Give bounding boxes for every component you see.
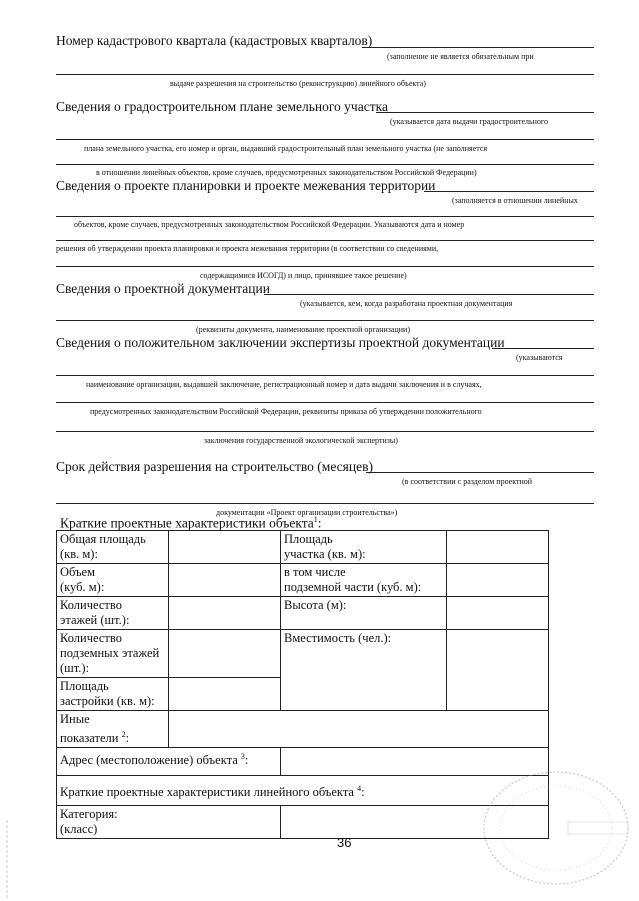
- gpzu-note-2: плана земельного участка, его номер и орган, выдавший градостроительный план земельного участка (не заполняется: [84, 144, 488, 153]
- plot-area-value[interactable]: [447, 531, 549, 564]
- height-label: Высота (м):: [281, 597, 447, 630]
- object-chars-title: Краткие проектные характеристики объекта$^1$:: [60, 515, 322, 531]
- built-area-label: Площадь застройки (кв. м):: [57, 678, 169, 711]
- gpzu-note-1: (указывается дата выдачи градостроительного: [390, 117, 549, 126]
- validity-label: Срок действия разрешения на строительство (месяцев): [56, 459, 373, 474]
- total-area-value[interactable]: [169, 531, 281, 564]
- project-docs-label: Сведения о проектной документации: [56, 281, 270, 296]
- underground-volume-label: в том числе подземной части (куб. м):: [281, 564, 447, 597]
- planning-input-line[interactable]: [424, 191, 594, 192]
- floors-label: Количество этажей (шт.):: [57, 597, 169, 630]
- expertise-line-3[interactable]: [56, 402, 594, 403]
- planning-line-2[interactable]: [56, 216, 594, 217]
- height-value[interactable]: [447, 597, 549, 630]
- validity-note-1: (в соответствии с разделом проектной: [402, 477, 533, 486]
- planning-label: Сведения о проекте планировки и проекте межевания территории: [56, 178, 436, 193]
- project-docs-input-line[interactable]: [264, 294, 594, 295]
- gpzu-label: Сведения о градостроительном плане земельного участка: [56, 99, 388, 114]
- planning-note-4: содержащимися ИСОГД) и лицо, принявшее такое решение): [200, 271, 407, 280]
- gpzu-input-line[interactable]: [376, 112, 594, 113]
- object-chars-footnote: 1: [313, 515, 318, 524]
- expertise-note-2: наименование организации, выдавшей заключение, регистрационный номер и дата выдачи заключения и в случаях,: [86, 380, 482, 389]
- project-docs-line-2[interactable]: [56, 320, 594, 321]
- other-indicators-label: Иные показатели $^2$:: [57, 711, 169, 748]
- underground-volume-value[interactable]: [447, 564, 549, 597]
- planning-note-3: решения об утверждении проекта планировки и проекта межевания территории (в соответствии со сведениями,: [56, 244, 439, 253]
- validity-line-2[interactable]: [56, 503, 594, 504]
- planning-line-3[interactable]: [56, 240, 594, 241]
- project-docs-note-1: (указывается, кем, когда разработана проектная документация: [300, 299, 513, 308]
- gpzu-line-3[interactable]: [56, 164, 594, 165]
- planning-note-2: объектов, кроме случаев, предусмотренных законодательством Российской Федерации. Указываются дата и номер: [74, 220, 465, 229]
- project-docs-note-2: (реквизиты документа, наименование проектной организации): [196, 325, 410, 334]
- cadastral-note-1: (заполнение не является обязательным при: [387, 52, 534, 61]
- category-label: Категория: (класс): [57, 806, 281, 839]
- cadastral-continuation-line[interactable]: [56, 74, 594, 75]
- expertise-line-2[interactable]: [56, 375, 594, 376]
- volume-label: Объем (куб. м):: [57, 564, 169, 597]
- gpzu-line-2[interactable]: [56, 139, 594, 140]
- page-number: 36: [337, 835, 352, 850]
- address-label: Адрес (местоположение) объекта $^3$:: [57, 748, 281, 776]
- validity-input-line[interactable]: [366, 472, 594, 473]
- expertise-input-line[interactable]: [492, 348, 594, 349]
- expertise-label: Сведения о положительном заключении экспертизы проектной документации: [56, 335, 505, 350]
- plot-area-label: Площадь участка (кв. м):: [281, 531, 447, 564]
- gpzu-note-3: в отношении линейных объектов, кроме случаев, предусмотренных законодательством Российской Федерации): [96, 168, 477, 177]
- floors-value[interactable]: [169, 597, 281, 630]
- built-area-value[interactable]: [169, 678, 281, 711]
- cadastral-input-line[interactable]: [362, 47, 594, 48]
- capacity-value[interactable]: [447, 630, 549, 711]
- cadastral-label: Номер кадастрового квартала (кадастровых кварталов): [56, 33, 373, 48]
- linear-object-title: Краткие проектные характеристики линейного объекта $^4$:: [57, 776, 549, 806]
- validity-note-2: документации «Проект организации строительства»): [216, 508, 398, 517]
- scan-margin-mark: [6, 820, 8, 900]
- underground-floors-label: Количество подземных этажей (шт.):: [57, 630, 169, 678]
- expertise-line-4[interactable]: [56, 431, 594, 432]
- official-seal-stamp: [476, 768, 636, 888]
- underground-floors-value[interactable]: [169, 630, 281, 678]
- volume-value[interactable]: [169, 564, 281, 597]
- expertise-note-3: предусмотренных законодательством Российской Федерации, реквизиты приказа об утверждении положительного: [90, 407, 482, 416]
- other-indicators-value[interactable]: [169, 711, 549, 748]
- expertise-note-1: (указываются: [516, 353, 563, 362]
- planning-line-4[interactable]: [56, 266, 594, 267]
- expertise-note-4: заключения государственной экологической экспертизы): [204, 436, 398, 445]
- capacity-label: Вместимость (чел.):: [281, 630, 447, 711]
- planning-note-1: (заполняется в отношении линейных: [452, 196, 578, 205]
- total-area-label: Общая площадь (кв. м):: [57, 531, 169, 564]
- cadastral-note-2: выдаче разрешения на строительство (реконструкцию) линейного объекта): [170, 79, 426, 88]
